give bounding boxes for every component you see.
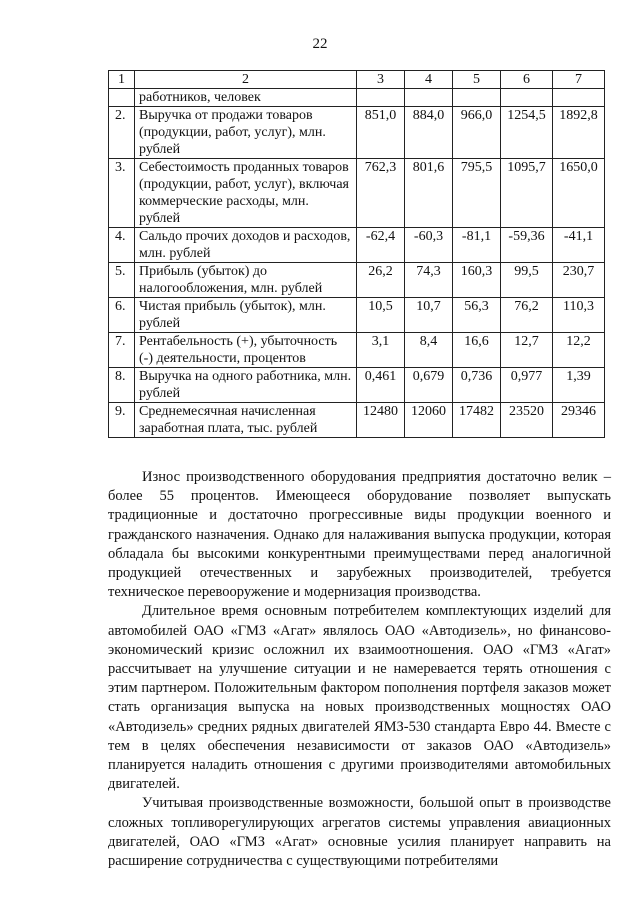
- value-cell: 99,5: [501, 263, 553, 298]
- value-cell: 3,1: [357, 333, 405, 368]
- row-number-cell: 9.: [109, 403, 135, 438]
- value-cell: 160,3: [453, 263, 501, 298]
- value-cell: -60,3: [405, 228, 453, 263]
- value-cell: 16,6: [453, 333, 501, 368]
- value-cell: 1,39: [553, 368, 605, 403]
- header-cell: 6: [501, 71, 553, 89]
- row-number-cell: 6.: [109, 298, 135, 333]
- table-row: [109, 333, 605, 368]
- paragraph: Учитывая производственные возможности, большой опыт в производстве сложных топливорегулирующих агрегатов системы управления авиационных двигателей, ОАО «ГМЗ «Агат» основные усилия планирует направить на расширение сотрудничества с существующими потребителями: [108, 795, 611, 870]
- row-label-cell: Прибыль (убыток) до налогообложения, млн. рублей: [135, 263, 357, 298]
- value-cell: 76,2: [501, 298, 553, 333]
- row-label-cell: Среднемесячная начисленная заработная плата, тыс. рублей: [135, 403, 357, 438]
- value-cell: [501, 89, 553, 107]
- value-cell: 74,3: [405, 263, 453, 298]
- body-text: [108, 468, 611, 871]
- value-cell: -81,1: [453, 228, 501, 263]
- value-cell: [453, 89, 501, 107]
- financial-indicators-table: [108, 70, 605, 438]
- value-cell: [405, 89, 453, 107]
- paragraph: Износ производственного оборудования предприятия достаточно велик – более 55 процентов. Имеющееся оборудование позволяет выпускать традиционные и достаточно прогрессивные виды продукции военного и гражданского назначения. Однако для налаживания выпуска продукции, которая обладала бы высокими конкурентными преимуществами перед аналогичной продукцией отечественных и зарубежных производителей, требуется техническое перевооружение и модернизация производства.: [108, 469, 611, 601]
- table-row: [109, 107, 605, 159]
- value-cell: -59,36: [501, 228, 553, 263]
- value-cell: 26,2: [357, 263, 405, 298]
- table-row: [109, 263, 605, 298]
- row-label-cell: Выручка от продажи товаров (продукции, работ, услуг), млн. рублей: [135, 107, 357, 159]
- value-cell: [357, 89, 405, 107]
- table-header-row: [109, 71, 605, 89]
- value-cell: 762,3: [357, 159, 405, 228]
- value-cell: 23520: [501, 403, 553, 438]
- value-cell: [553, 89, 605, 107]
- value-cell: -41,1: [553, 228, 605, 263]
- row-number-cell: 4.: [109, 228, 135, 263]
- row-number-cell: 8.: [109, 368, 135, 403]
- value-cell: 1892,8: [553, 107, 605, 159]
- row-number-cell: 2.: [109, 107, 135, 159]
- header-cell: 5: [453, 71, 501, 89]
- value-cell: 0,977: [501, 368, 553, 403]
- row-label-cell: Чистая прибыль (убыток), млн. рублей: [135, 298, 357, 333]
- row-label-cell: Сальдо прочих доходов и расходов, млн. рублей: [135, 228, 357, 263]
- header-cell: 7: [553, 71, 605, 89]
- value-cell: 12480: [357, 403, 405, 438]
- value-cell: 230,7: [553, 263, 605, 298]
- table-row: [109, 298, 605, 333]
- row-label-cell: Себестоимость проданных товаров (продукции, работ, услуг), включая коммерческие расходы, млн. рублей: [135, 159, 357, 228]
- value-cell: 801,6: [405, 159, 453, 228]
- header-cell: 4: [405, 71, 453, 89]
- row-number-cell: 3.: [109, 159, 135, 228]
- table-row: [109, 228, 605, 263]
- value-cell: 851,0: [357, 107, 405, 159]
- table-row-continuation: [109, 89, 605, 107]
- value-cell: 0,461: [357, 368, 405, 403]
- paragraph: Длительное время основным потребителем комплектующих изделий для автомобилей ОАО «ГМЗ «Агат» являлось ОАО «Автодизель», но финансово-экономический кризис осложнил их взаимоотношения. ОАО «ГМЗ «Агат» рассчитывает на улучшение ситуации и не намеревается терять отношения с этим партнером. Положительным фактором пополнения портфеля заказов может стать организация выпуска на новых производственных мощностях ОАО «Автодизель» средних рядных двигателей ЯМЗ-530 стандарта Евро 44. Вместе с тем в целях обеспечения независимости от заказов ОАО «Автодизель» планируется наладить отношения с другими производителями автомобильных двигателей.: [108, 603, 611, 793]
- value-cell: 10,7: [405, 298, 453, 333]
- value-cell: 1650,0: [553, 159, 605, 228]
- value-cell: 795,5: [453, 159, 501, 228]
- page-number: 22: [312, 36, 328, 52]
- value-cell: 884,0: [405, 107, 453, 159]
- value-cell: 17482: [453, 403, 501, 438]
- row-label-cell: работников, человек: [135, 89, 357, 107]
- table-row: [109, 159, 605, 228]
- value-cell: 56,3: [453, 298, 501, 333]
- row-number-cell: [109, 89, 135, 107]
- value-cell: 12,7: [501, 333, 553, 368]
- value-cell: 8,4: [405, 333, 453, 368]
- row-label-cell: Рентабельность (+), убыточность (-) деятельности, процентов: [135, 333, 357, 368]
- value-cell: 1254,5: [501, 107, 553, 159]
- value-cell: 1095,7: [501, 159, 553, 228]
- row-label-cell: Выручка на одного работника, млн. рублей: [135, 368, 357, 403]
- value-cell: 966,0: [453, 107, 501, 159]
- table-row: [109, 368, 605, 403]
- row-number-cell: 7.: [109, 333, 135, 368]
- header-cell: 2: [135, 71, 357, 89]
- value-cell: 0,679: [405, 368, 453, 403]
- value-cell: 110,3: [553, 298, 605, 333]
- row-number-cell: 5.: [109, 263, 135, 298]
- header-cell: 1: [109, 71, 135, 89]
- table-row: [109, 403, 605, 438]
- value-cell: -62,4: [357, 228, 405, 263]
- value-cell: 29346: [553, 403, 605, 438]
- value-cell: 0,736: [453, 368, 501, 403]
- value-cell: 12060: [405, 403, 453, 438]
- header-cell: 3: [357, 71, 405, 89]
- value-cell: 12,2: [553, 333, 605, 368]
- value-cell: 10,5: [357, 298, 405, 333]
